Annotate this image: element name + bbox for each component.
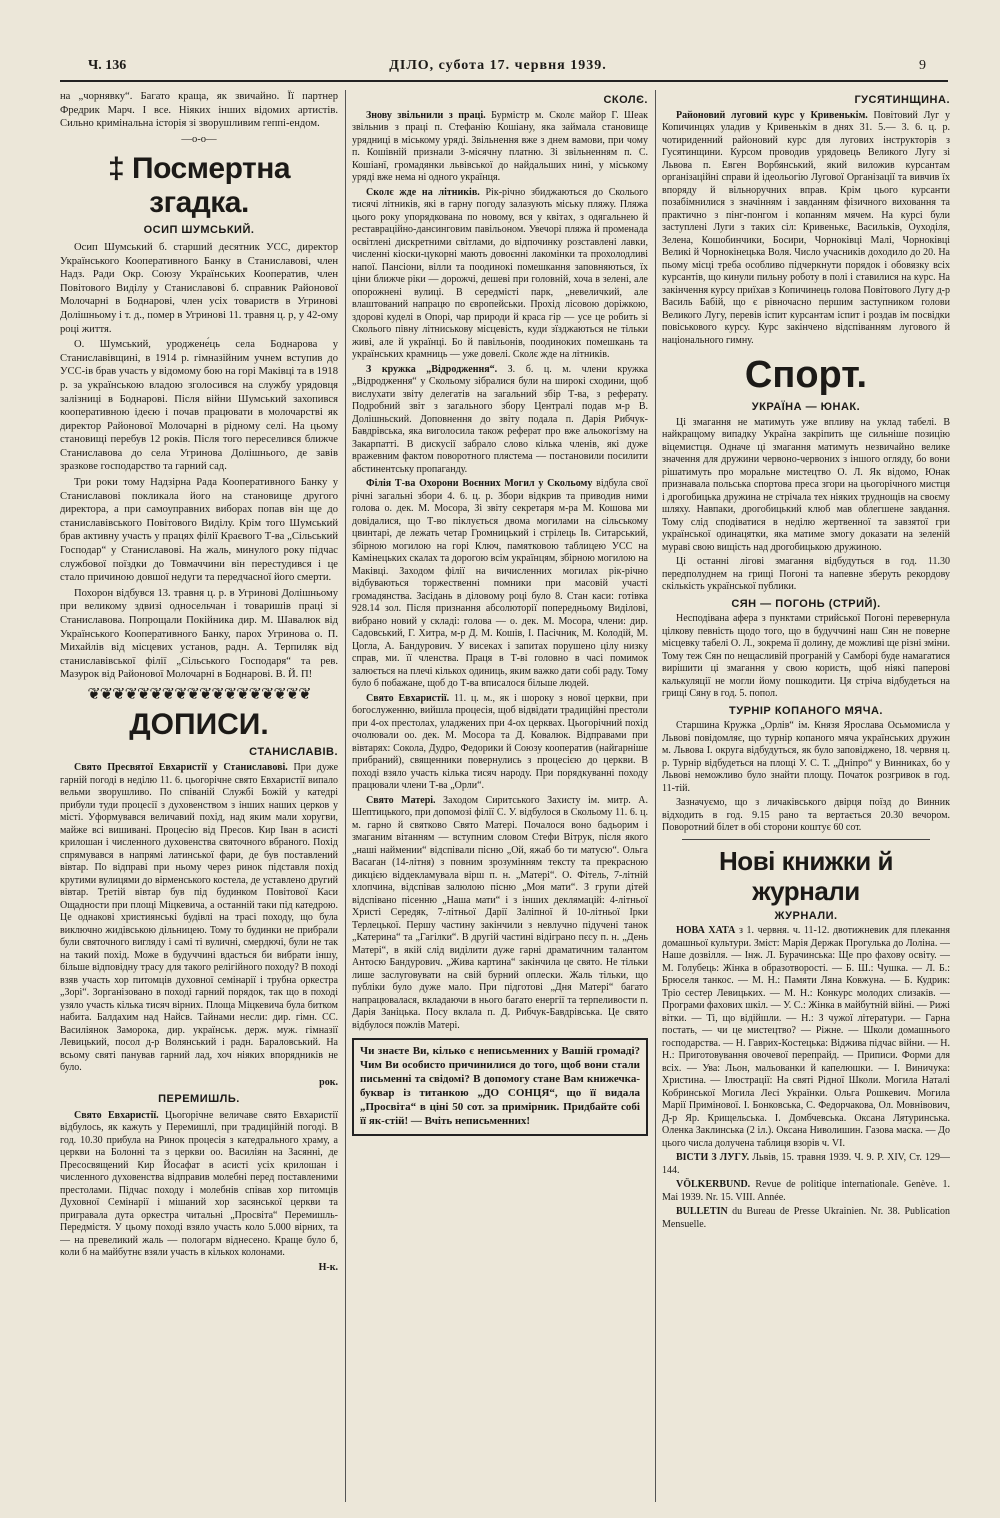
article-heading: Свято Евхаристії. xyxy=(366,692,450,704)
article-text: Повітовий Луг у Копичинцях уладив у Кривенькім в днях 31. 5.— 3. 6. ц. р. чотириденний районовий курс для лугових інструкторів з Гусятинщини. Курсом проводив урядовець Великого Лугу зі Львова п. Евген Ворбянський, який виложив курсантам організаційні справи й ідеольогію Лугової Організації та вивчив їх впоряду й вільноручних вправ. Крім цього курсанти позабімнилися з значінням і завданням фізичного виховання та практично з пінг-понгом і копанням мячем. На курсі були заступлені Луги з таких сіл: Кривенькє, Васильків, Оуходіля, Зелена, Кошобинчики, Босири, Чорноківці Малі, Чорноківці Великі й Чорнокінецька Воля. Число учасників доходило до 20. На пьому місці треба особливо підчеркнути порядок і обовязку всіх курсантів, що кинули пильну роботу в полі і ставилися на курс. На закінчення курсу приїхав з Копичинець голова Повітового Лугу д-р Василь Бабій, що є рівночасно першим заступником голови Великого Лугу, перевів іспит курсантам іспит і роздав ім посвідки повіськового курсу. Курс закінчено відспіванням лугового й національного гимну. xyxy=(662,109,950,346)
journals-heading: ЖУРНАЛИ. xyxy=(774,909,838,922)
divider xyxy=(682,839,930,840)
obituary-paragraph: Осип Шумський б. старший десятник УСС, директор Українського Кооперативного Банку в Станиславові, член Надз. Ради Окр. Союзу Українських Кооператив, член Повітового Виділу у Станиславові б. справник Районової Молочарні в Боднарові, член усіх товариств в Угринові Долішньому і т. д., помер в Угринові 11. травня ц. р, у 42-ому році життя. xyxy=(60,241,338,335)
article-text: Несподівана афера з пунктами стрийської Погоні перевернула цілкову певність щодо того, що в будуччині наш Сян не поверне місцевку табелі О. Л., зокрема її долину, де можливі ще різні зміни. Тому теж Сян по нещасливій програній у Самборі буде намагатися вирішити ці змагання у свою користь, щоб ніякі паперові калькуляції не могли йому пошкодити. Ця стріча відбудеться на грищі Сяну в год. 5. попол. xyxy=(662,613,950,699)
article-text: Цьогорічне величаве свято Евхаристії відбулось, як кажуть у Перемишлі, при традиційній погоді. В год. 10.30 прибула на Ринок процесія з катедрального храму, а церкви на Болонні та з церкви оо. Василіян на Засянні, де Пресосвящений Кир Йосафат в асисті усіх крилошан і численного духовенства відправив молебні перед поставленими престолами. Підчас походу і молебнів співав хор питомців Духовної Семінарії і мішаний хор засянської церкви та пригравала дута оркестра читальні „Просвіта“ Перемишль-Передмістя. У цьому поході взяло участь коло 5.000 вірних, та — на превеликий жаль — пологарм віднесено. Краще було б, коли б на майбутнє взяли участь в кількох колонами. xyxy=(60,1109,338,1259)
sport-heading: СЯН — ПОГОНЬ (СТРИЙ). xyxy=(731,597,881,610)
film-review-ending: на „чорнявку“. Багато краща, як звичайно. Її партнер Фредрик Марч. І все. Ніяких інших відомих артистів. Сильно кримінальна історія зі зворушливим геппі-ендом. xyxy=(60,91,338,130)
sport-heading: УКРАЇНА — ЮНАК. xyxy=(751,401,861,413)
article-text: Рік-річно збиджаються до Сколього тисячі літників, які в гарну погоду залазують міську пляжу. Пляжа цього року упорядкована по новому, вся у квітах, з одягальнею й реставраційно-дансинговим павільоном. Увечорі пляжа й променада освітлені дискретними світлами, до відпочинку розставлені лавки, численні кіоски-цукорні мають довоєнні лакомінки та прохолодливі напої. Пансіони, вілли та поодинокі помешкання заповняються, їх ціни ближче ріки — дорожчі, дешеві при головній, хоча в зелені, але опорожнені вулиці. В середмісті парк, „невеличкий, але влаштований напрацю по європейськи. Прохід лісовою доріжкою, здорові куделі в Опорі, чар природи й краса гір — усе це робить зі Сколього півну літниськову місцевість, куди зїзджаються не тільки живі, але й українці. Бо й павільонів, поодиноких помешкань та українських крамниць — уже довелі. Сколє жде на літників. xyxy=(352,186,648,360)
obituary-paragraph: Три роки тому Надзірна Рада Кооперативного Банку у Станиславові покликала його на становище другого директора, а при самоуправних виборах попав він ще до станиславівського Повітового Виділу. Крім того Шумський брав активну участь у працях філії Краєвого Т-ва „Сільський Господар“ у Станиславові. На жаль, минулого року підчас службової поїздки до Товмаччини він перестудився і це стало причиною довшої недуги та передчасної його смерти. xyxy=(60,477,338,584)
journal-text: du Bureau de Presse Ukrainien. Nr. 38. Publication Mensuelle. xyxy=(662,1206,950,1230)
journal-title: BULLETIN xyxy=(676,1206,728,1217)
article-text: Ці останні лігові змагання відбудуться в год. 11.30 передполуднем на грищі Погоні та напевне зберуть рекордову скількість української публики. xyxy=(662,556,950,592)
article-text: Заходом Сиритського Захисту ім. митр. А. Шептицького, при допомозі філії С. У. відбулося в Скольому 11. 6. ц. м. гарно й святково Свято Матері. Почалося воно бадьорим і змаганим вітанням — вступним словом Стефи Вітрук, після якого „наші наймении“ відспівали пісню „Ой, яжаб бо ти матусю“. Ольга Васаган (14-літня) з повним зрозумінням тексту та прекрасною дикцією віддекламувала вірш п. н. „Матері“. О. Фітель, 7-літній хлопчина, відспівав залюлою пісню „Моя мати“. З групи дітей відспівано пісенню „Наша мати“ і з інших деклямацій: 4-літньої Христі Середяк, 7-літньої Дарії Заліпної й 10-літньої Ірки Терлецької. Першу частину закінчили з невлучно підучені танок „Катерина“ та „Гагілки“. В другій частині відіграно пєсу п. н. „День Матері“, в якій слід виділити дуже гарні драматичним талантом Антосю Бандурович. „Жива картина“ закінчила це свято. Не тільки лише заслуговувати на свій бурний оплески. Жаль тільки, що публіки було дуже мало. При підготові „Дня Матері“ багато напрацювалася, вкладаючи в нього багато енергії та терпеливости п. Дарія Заніцька. Посу вклала п. Д. Рибчук-Бавдрівська. Це свято відбулося пожлів Матері. xyxy=(352,794,648,1031)
author-sign: Н-к. xyxy=(318,1261,338,1273)
column-divider-1 xyxy=(345,90,346,1502)
obituary-title: ‡ Посмертна згадка. xyxy=(108,152,290,220)
article-text: Зазначуємо, що з личаківського двірця поїзд до Винник відходить в год. 9.15 рано та вертається 20.30 вечором. Поворотний білет в обі сторони коштує 60 сот. xyxy=(662,797,950,833)
column-2 xyxy=(352,90,648,1502)
article-heading: Знову звільнили з праці. xyxy=(366,109,486,121)
section-title-dopysy: ДОПИСИ. xyxy=(129,707,269,741)
header-rule xyxy=(60,80,948,82)
city-heading-skole: СКОЛЄ. xyxy=(603,94,648,106)
article-heading: З кружка „Відродження“. xyxy=(366,363,498,375)
section-title-sport: Спорт. xyxy=(744,354,868,396)
article-text: 11. ц. м., як і шороку з нової церкви, при богослуженню, вийшла процесія, щоб відвідати традиційні престоли при 4-ох престолах, уладжених при 4-ох церквах. Цьогорічний похід очолювали оо. дек. М. Мосора та Д. Ковалюк. Відправами при вівтарях: Сокола, Дудро, Федорики й Союзу кооператив (найгарніше прибраний), священники повернулись з процесією до церкви. В поході взяло участь кілька тисяч народу. При порядкуванні походу працювали члени Т-ва „Орли“. xyxy=(352,692,648,791)
literacy-ad-box xyxy=(352,1038,648,1136)
ornament-divider: ❦❦❦❦❦❦❦❦❦❦❦❦❦❦❦❦❦❦ xyxy=(87,687,311,702)
journal-title: ВІСТИ З ЛУГУ. xyxy=(676,1152,750,1163)
article-heading: Сколє жде на літників. xyxy=(366,186,480,198)
obituary-name: ОСИП ШУМСЬКИЙ. xyxy=(143,224,255,237)
section-title-books: Нові книжки й журнали xyxy=(719,845,893,906)
journal-text: Revue de politique internationale. Genève. 1. Mai 1939. Nr. 15. VIII. Année. xyxy=(662,1179,950,1203)
column-1 xyxy=(60,90,338,1502)
obituary-paragraph: О. Шумський, уроджене́ць села Боднарова у Станиславівщині, в 1914 р. гімназійним учнем вступив до УСС-ів брав участь у відомому бою на горі Маківці та в 1918 р. за українською владою зголосився на службу урядовця залізниці в Боднарові. Після війни Шумський захопився кооперативною ідеєю і почав працювати в молочарстві як директор Районової Молочарні в рідному селі. На цьому становищі перебув 12 років. Після того переселився ближче Станиславова до села Угринова Долішнього, де завів зразкове господарство та гарний сад. xyxy=(60,339,338,473)
masthead: ДІЛО, субота 17. червня 1939. xyxy=(389,58,607,73)
journal-title: НОВА ХАТА xyxy=(676,925,736,936)
article-text: відбула свої річні загальні збори 4. 6. ц. р. Збори відкрив та приводив ними голова о. дек. М. Мосора, Зі звіту секретаря м-ра М. Кошова ми довідалися, що Т-во піклується двома могилами на сільському цвинтарі, де лежать четар Громницький і стрілець Ів. Ситарський, збірною могилою на горі Ключ, памятковою таблицею УСС на Камінецьких скалах та дорогою всім українцям, збірною могилою на Маківці. Заходом філії на вичисленних могилах рік-річно відбуваються торжественні помники при масовій участі громадянства. Засідань в діловому році було 8. Стан каси: готівка 928.14 зол. Після признання абсолюторії попередньому Виділові, вибрано новий у складі: голова — о. дек. М. Мосора, члени: дир. Садовський, Г. Хитра, м-р Д. М. Кошів, І. Пасічник, М. Колодій, М. Цогла, А. Бандурович. У висеках і запитах порушено цілу низку справ, ми. її членства. Праця в Т-ві головно в часі помимок залюється на плечі кількох одиниць, яким важко дати собі раду. Тому було б побажане, щоб до Т-ва вписалося більше людей. xyxy=(352,478,648,689)
sport-heading: ТУРНІР КОПАНОГО МЯЧА. xyxy=(729,704,883,717)
separator: —o-o— xyxy=(181,133,217,145)
article-heading: Свято Евхаристії. xyxy=(74,1109,159,1121)
article-text: Старшина Кружка „Орлів“ ім. Князя Ярослава Осьмомисла у Львові повідомляє, що турнір копаного мяча українських дружин м. Львова І. округа відбудуться, як було заповіджено, 18. червня ц. р. Турнір відбудеться на площі У. С. Т. „Дніпро“ у Винниках, бо у Львові неможливо було знайти площу. Початок розгривок в год. 11-тій. xyxy=(662,720,950,794)
author-sign: рок. xyxy=(319,1076,338,1088)
column-3 xyxy=(662,90,950,1502)
page-number: 9 xyxy=(919,58,926,73)
journal-text: Львів, 15. травня 1939. Ч. 9. Р. XIV, Ст. 129—144. xyxy=(662,1152,950,1176)
city-heading-stanyslaviv: СТАНИСЛАВІВ. xyxy=(249,745,338,758)
article-text: При дуже гарній погоді в неділю 11. 6. цьогорічне свято Евхаристії випало вельми зворушливо. По співаній Службі Божій у катедрі прибули туди процесії з духовенством з інших наших церков у місті. Уформувався величавий похід, над яким мали хоругви, майже всі вишивані. Процесію від Пресов. Кир Іван в асисті крилошан і численного духовенства святочного вбраного. Похід спрямувався в напрямі латинської фари, де був поставлений вівтар. По відправі при ньому через ринок підставля похід крутими вулицями до вірменського костела, де уставлено другий вівтар. Третій вівтар був під будинком Повітової Каси Ощадности при площі Міцкевича, а останній таки під катедрою. Це однакові християнські будівлі на трасі походу, що була виключно жидівською дільницею. Тому то будинки не прибрали були святочного вигляду і самі ті вуличні, смердючі, були не так на такий похід. Може в будуччині вдасться би вибрати іншу, більше відповідну трасу для такого релігійного походу? В поході взяв участь хор питомців духовної семінарії і трубна оркестра „Зорі“. Зорганізовано в поході гарний порядок, так що в поході узяло участь кілька тисяч вірних. Площа Міцкевича була битком набита. Балдахим над Найсв. Тайнами несли: дир. гімн. СС. Василіянок Заморока, дир. українськ. держ. муж. гімназії Левицький, посол д-р Волянський і радн. Бараловський. На всьому святі панував гарний лад, хоч ніяких впорядників не було. xyxy=(60,762,338,1074)
article-heading: Свято Матері. xyxy=(366,794,436,806)
article-heading: Свято Пресвятої Евхаристії у Станиславові. xyxy=(74,762,288,774)
article-text: З. б. ц. м. члени кружка „Відродження“ у Скольому зібралися були на широкі сходини, щоб вислухати звіту делегатів на загальний збір Т-ва, з реферату. Подробний звіт з загального збору Централі подав м-р В. Долішньский. Доповнення до звіту подала п. Дарія Рибчук-Бавдрівська, яка виголосила також реферат про вже альокогізму на Закарпатті. В дискусії забрало слово кілька членів, які дуже вражевним фактом поворотного плястема — постановили посилити абстинентську пропаганду. xyxy=(352,363,648,475)
journal-title: VÖLKERBUND. xyxy=(676,1179,751,1190)
literacy-ad-text: Чи знаєте Ви, кілько є неписьменних у Вашій громаді? Чим Ви особисто причинилися до того, щоб вони стали письменні та свідомі? В допомогу стане Вам книжечка-буквар із титанкою „ДО СОНЦЯ“, що її видала „Просвіта“ в ціні 50 сот. за примірник. Придбайте собі її як-стій! — Вчіть неписьменних! xyxy=(360,1045,640,1127)
article-heading: Філія Т-ва Охорони Воєнних Могил у Скольому xyxy=(366,478,593,489)
article-text: Ці змагання не матимуть уже впливу на уклад табелі. В найкращому випадку Україна закріпить ще сильніше позицію віцемистця. Одначе ці змагання матимуть незвичайно велике значення для дружини червоно-червоних з іншого огляду, бо вони рішатимуть про моральне мистецтво О. Л. Як відомо, Юнак признавала польська спортова преса згори на цьогорічного мистця і дрогобицька дружина не стрічала тех ніяких труднощів на своєму шляху. Навпаки, дрогобицький клюб мав облегшене завдання. Тому слід сподіватися в неділю жертвенної та завзятої гри української одинацятки, яка матиме змогу доказати на зеленій мураві свою вищість над дрогобицькою дружиною. xyxy=(662,416,950,553)
article-text: Бурмістр м. Сколє майор Г. Шеак звільнив з праці п. Стефанію Кошіану, яка займала становище урядниці в міському уряді. Звільнення вже з днем вамови, при чому п. Кошівній признали 3-місячну платню. Зі звільненням п. С. Кошіанї, громадянки львівської до найдальших нині, у міському уряді вже нема ні одного українця. xyxy=(352,109,648,183)
page-label: Ч. 136 xyxy=(88,58,127,73)
page-header xyxy=(60,58,936,78)
city-heading-peremyshl: ПЕРЕМИШЛЬ. xyxy=(158,1093,240,1106)
article-heading: Районовий луговий курс у Кривенькім. xyxy=(676,109,868,121)
obituary-paragraph: Похорон відбувся 13. травня ц. р. в Угринові Долішньому при великому здвизі односельчан і товаришів праці зі Станиславова. Попрощали Покійника дир. М. Шавалюк від Українського Кооперативного Банку, парох Угринова о. П. Михайлів від місцевих установ, радн. А. Терпиляк від станиславівської філії „Сільського Господаря“ та рев. Мазурок від Районової Молочарні в Боднарові. В. Й. П! xyxy=(60,587,338,681)
journal-text: з 1. червня. ч. 11-12. двотижневик для плекання домашньої культури. Зміст: Марія Держак Прогулька до Лоліна. — Наше дозвілля. — Інж. Л. Бурачинська: Ще про фахову освіту. — М. Голубець: Жінка в образотворості. — Б. Ш.: Чушка. — Л. Б.: Брюселя танкос. — М. Н.: Памяти Ляна Ковжуна. — Б. Кудрик: Тріо сестер Левицьких. — М. Н.: Конкурс молодих слизаків. — Програми фахових шкіл. — У. С.: Жінка в майбутній війні. — Рижі вітки. — Ті, що відійшли. — Н.: З чужої літератури. — Гарна постать, — чи це мистецтво? — Ріжне. — Школи домашнього господарства. — Н. Гаврих-Костецька: Віджива підчас війни. — Н. Н.: Приготовування овочевої перепрайд. — Приписи. Форми для всіх. — Ува: Льон, мальованки й капелюшки. — І. Виничука: Христина. — Ілюстрації: На святі Рідної Школи. Могила Наталі Кобринської Могила Лесі Українки. Ольга Рошкевич. Могила Марії Примінової. І. Бонковська, С. Федорчакова, Ол. Мовнівович, Д-р Яр. Крищельська. І. Домбчевська. Оксана Лятуринська. Оленка Заклинська (2 іл.). Оксана Ниволишин. Газова маска. — До цього числа долучена таблиця взорів ч. VI. xyxy=(662,925,950,1149)
column-divider-2 xyxy=(655,90,656,1502)
city-heading-husiatyn: ГУСЯТИНЩИНА. xyxy=(854,94,950,106)
